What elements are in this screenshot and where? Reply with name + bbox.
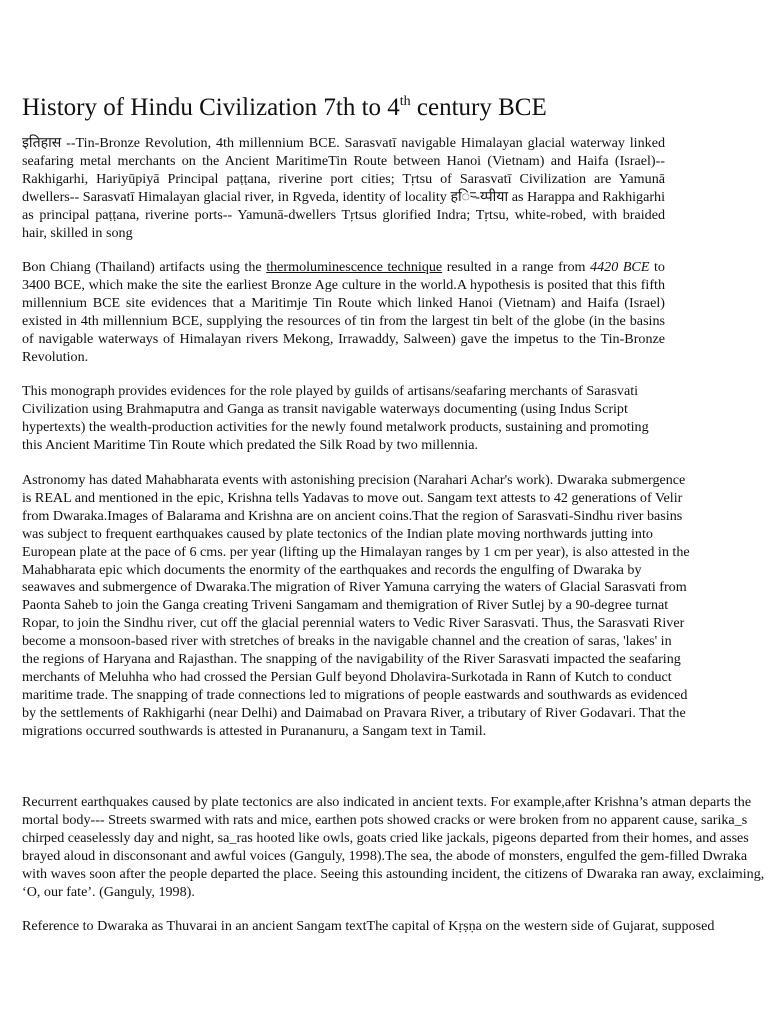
paragraph-itihasa: इतिहास --Tin-Bronze Revolution, 4th millennium BCE. Sarasvatī navigable Himalayan glacial waterway linked seafaring metal merchants on the Ancient MaritimeTin Route between Hanoi (Vietnam) and Haifa (Israel)-- Rakhigarhi, Hariyūpiyā Principal paṭṭana, riverine port cities; Tṛtsu of Sarasvatī Civilization are Yamunā dwellers-- Sarasvatī Himalayan glacial river, in Rgveda, identity of locality हर्‍ि-य्पीया as Harappa and Rakhigarhi as principal paṭṭana, riverine ports-- Yamunā-dwellers Tṛtsus glorified Indra; Tṛtsu, white-robed, with braided hair, skilled in song <box>22 135 665 241</box>
paragraph-monograph: This monograph provides evidences for the role played by guilds of artisans/seafaring merchants of Sarasvati Civilization using Brahmaputra and Ganga as transit navigable waterways documenting (using Indus Script hypertexts) the wealth-production activities for the newly found metalwork products, sustaining and promoting this Ancient Maritime Tin Route which predated the Silk Road by two millennia. <box>22 383 649 453</box>
title-superscript: th <box>399 94 411 109</box>
thermoluminescence-link[interactable]: thermoluminescence technique <box>266 259 443 275</box>
paragraph-thuvarai: Reference to Dwaraka as Thuvarai in an ancient Sangam textThe capital of Kṛṣṇa on the western side of Gujarat, supposed <box>22 918 715 934</box>
page-title: History of Hindu Civilization 7th to 4th century BCE <box>22 94 547 121</box>
paragraph-astronomy: Astronomy has dated Mahabharata events with astonishing precision (Narahari Achar's work). Dwaraka submergence is REAL and mentioned in the epic, Krishna tells Yadavas to move out. Sangam text attests to 42 generations of Velir from Dwaraka.Images of Balarama and Krishna are on ancient coins.That the region of Sarasvati-Sindhu river basins was subject to frequent earthquakes caused by plate tectonics of the Indian plate moving northwards jutting into European plate at the pace of 6 cms. per year (lifting up the Himalayan ranges by 1 cm per year), is also attested in the Mahabharata epic which documents the enormity of the earthquakes and records the engulfing of Dwaraka by seawaves and submergence of Dwaraka.The migration of River Yamuna carrying the waters of Glacial Sarasvati from Paonta Saheb to join the Ganga creating Triveni Sangamam and themigration of River Sutlej by a 90-degree turnat Ropar, to join the Sindhu river, cut off the glacial perennial waters to Vedic River Sarasvati. Thus, the Sarasvati River become a monsoon-based river with stretches of breaks in the navigable channel and the creation of saras, 'lakes' in the regions of Haryana and Rajasthan. The snapping of the navigability of the River Sarasvati impacted the seafaring merchants of Meluhha who had crossed the Persian Gulf beyond Dholavira-Surkotada in Rann of Kutch to conduct maritime trade. The snapping of trade connections led to migrations of people eastwards and southwards as evidenced by the settlements of Rakhigarhi (near Delhi) and Daimabad on Pravara River, a tributary of River Godavari. That the migrations occurred southwards is attested in Purananuru, a Sangam text in Tamil. <box>22 472 690 739</box>
paragraph-bon-chiang: Bon Chiang (Thailand) artifacts using the thermoluminescence technique resulted in a range from 4420 BCE to 3400 BCE, which make the site the earliest Bronze Age culture in the world.A hypothesis is posited that this fifth millennium BCE site evidences that a Maritimje Tin Route which linked Hanoi (Vietnam) and Haifa (Israel) existed in 4th millennium BCE, supplying the resources of tin from the largest tin belt of the globe (in the basins of navigable waterways of Himalayan rivers Mekong, Irrawaddy, Salween) gave the impetus to the Tin-Bronze Revolution. <box>22 259 665 365</box>
paragraph-earthquakes: Recurrent earthquakes caused by plate tectonics are also indicated in ancient texts. For example,after Krishna’s atman departs the mortal body--- Streets swarmed with rats and mice, earthen pots showed cracks or were broken from no apparent cause, sarika_s chirped ceaselessly day and night, sa_ras hooted like owls, goats cried like jackals, pigeons departed from their homes, and asses brayed aloud in disconsonant and awful voices (Ganguly, 1998).The sea, the abode of monsters, engulfed the gem-filled Dwraka with waves soon after the people departed the place. Seeing this astounding incident, the citizens of Dwaraka ran away, exclaiming, ‘O, our fate’. (Ganguly, 1998). <box>22 794 765 900</box>
